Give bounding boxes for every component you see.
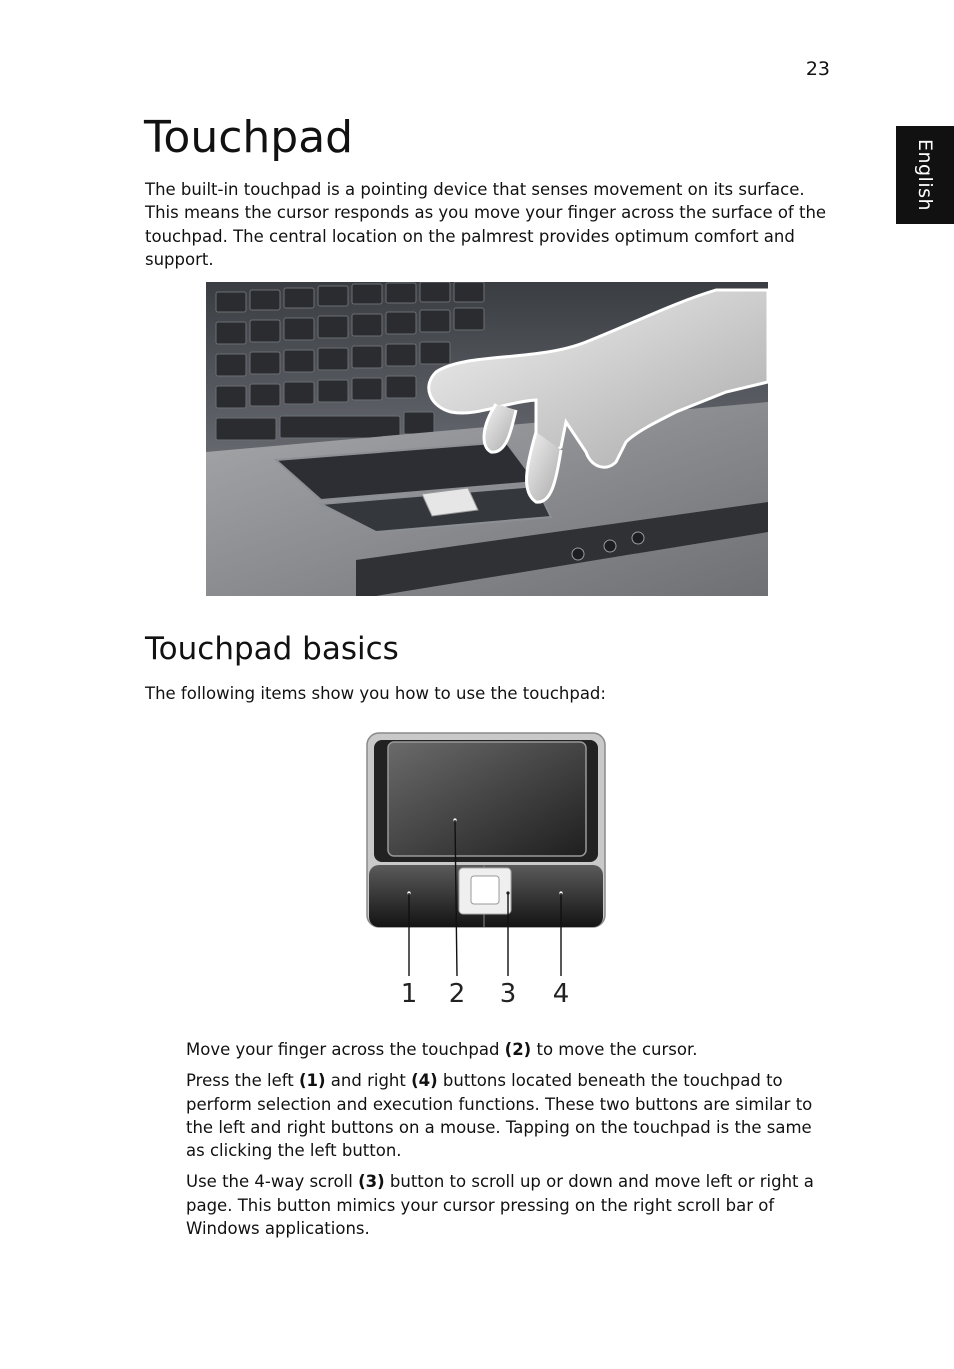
diagram-label-3: 3 (499, 979, 517, 1009)
section-title: Touchpad basics (145, 631, 399, 667)
diagram-label-4: 4 (552, 979, 570, 1009)
page-title: Touchpad (144, 112, 354, 163)
diagram-label-2: 2 (448, 979, 466, 1009)
touchpad-diagram (362, 728, 612, 1012)
section-lead: The following items show you how to use the touchpad: (145, 684, 606, 703)
usage-item-buttons: Press the left (1) and right (4) buttons located beneath the touchpad to perform selection and execution functions. These two buttons are similar to the left and right buttons on a mouse. Tapping on the touchpad is the same as clicking the left button. (186, 1071, 813, 1161)
intro-paragraph: The built-in touchpad is a pointing device that senses movement on its surface. This means the cursor responds as you move your finger across the surface of the touchpad. The central location on the palmrest provides optimum comfort and support. (145, 180, 827, 269)
language-tab-label: English (914, 138, 936, 212)
laptop-touchpad-photo (206, 282, 768, 596)
language-tab (896, 126, 954, 224)
usage-items (186, 1038, 828, 1248)
usage-item-scroll: Use the 4-way scroll (3) button to scroll up or down and move left or right a page. This button mimics your cursor pressing on the right scroll bar of Windows applications. (186, 1172, 814, 1239)
page-number: 23 (805, 58, 830, 80)
diagram-label-1: 1 (400, 979, 418, 1009)
usage-item-move: Move your finger across the touchpad (2) to move the cursor. (186, 1040, 698, 1059)
